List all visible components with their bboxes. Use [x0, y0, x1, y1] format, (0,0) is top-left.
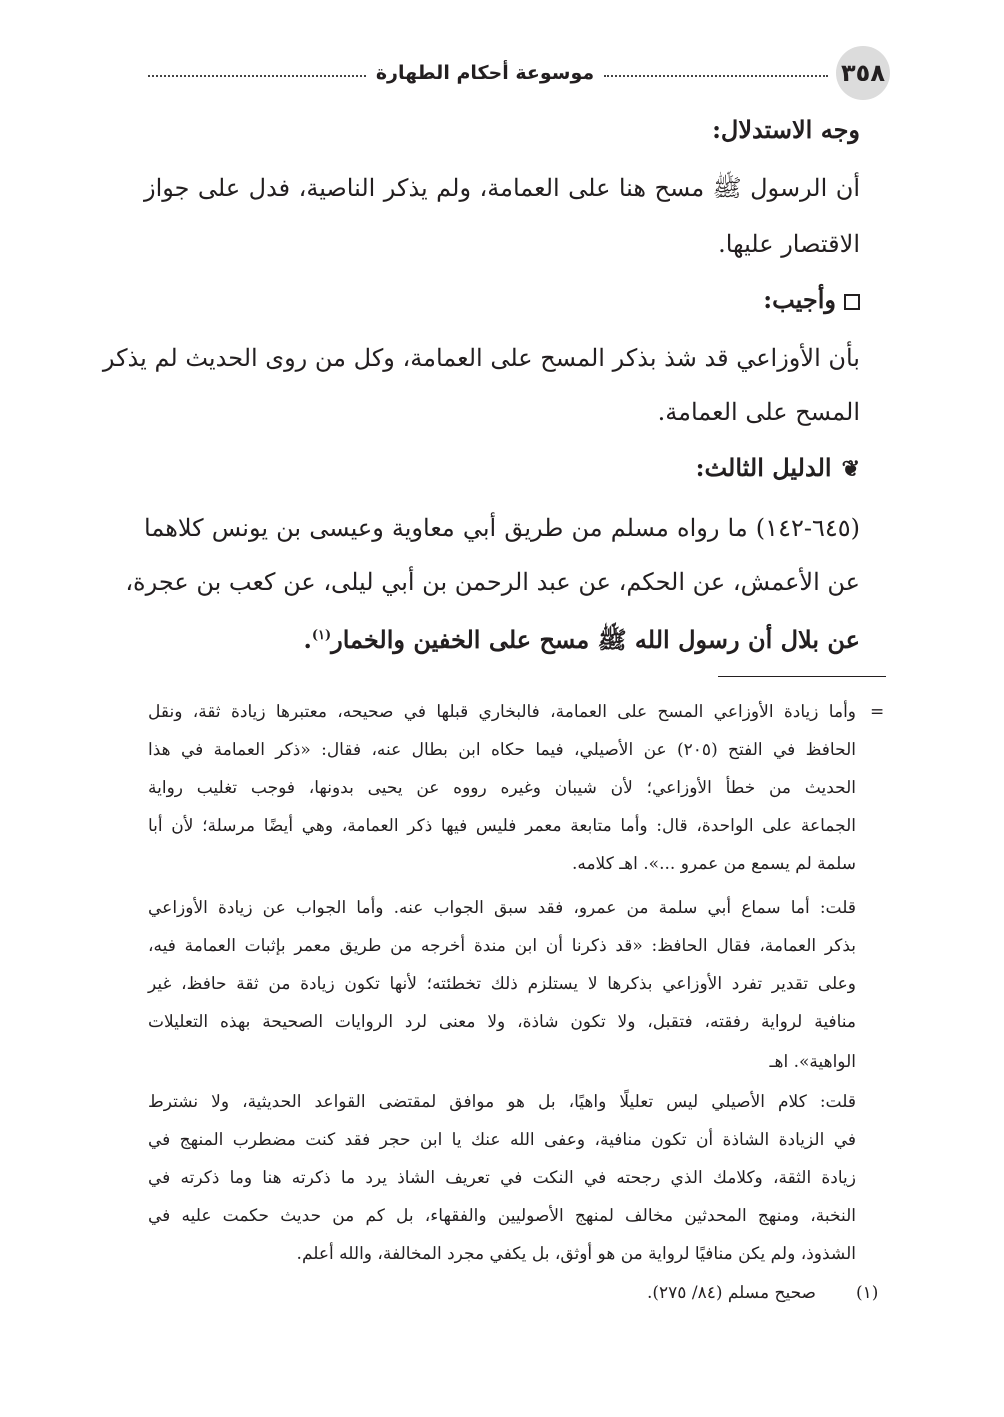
footnote-1-number: (١)	[856, 1283, 879, 1303]
footnote-line: سلمة لم يسمع من عمرو ...». اهـ كلامه.	[571, 854, 856, 874]
section-heading-istidlal: وجه الاستدلال:	[712, 115, 860, 144]
subheading-third-evidence-label: الدليل الثالث:	[695, 453, 832, 482]
footnote-1-text: صحيح مسلم (٨٤/ ٢٧٥).	[646, 1283, 816, 1303]
body-line-6: المسح على العمامة.	[657, 398, 860, 426]
page-number: ٣٥٨	[836, 46, 890, 100]
body-line-5: بأن الأوزاعي قد شذ بذكر المسح على العمامة، وكل من روى الحديث لم يذكر	[102, 344, 860, 372]
hadith-end-punct: .	[303, 625, 312, 654]
header-dots-left	[148, 75, 366, 77]
body-line-9: عن الأعمش، عن الحكم، عن عبد الرحمن بن أبي ليلى، عن كعب بن عجرة،	[125, 568, 860, 596]
subheading-ujib	[763, 280, 860, 320]
footnote-line: الشذوذ، ولم يكن منافيًا لرواية من هو أوثق، بل يكفي مجرد المخالفة، والله أعلم.	[296, 1244, 856, 1264]
footnote-ref-1: (١)	[311, 628, 332, 643]
header-dots-right	[604, 75, 828, 77]
footnote-line: النخبة، ومنهج المحدثين مخالف لمنهج الأصوليين والفقهاء، بل كم من حديث حكمت عليه في	[148, 1206, 856, 1226]
body-line-3: الاقتصار عليها.	[718, 230, 860, 258]
running-title: موسوعة أحكام الطهارة	[375, 62, 595, 84]
square-checkbox-icon	[844, 294, 860, 310]
footnote-line: بذكر العمامة، فقال الحافظ: «قد ذكرنا أن ابن مندة أخرجه من طريق معمر بإثبات العمامة فيه،	[148, 936, 856, 956]
footnote-line: منافية لرواية رفقته، فتقبل، ولا تكون شاذة، ولا معنى لرد الروايات الصحيحة بهذه التعليلات	[148, 1012, 856, 1032]
subheading-ujib-label: وأجيب:	[763, 285, 836, 314]
subheading-third-evidence	[696, 448, 860, 488]
hadith-text-line	[304, 616, 861, 656]
footnote-line: وأما زيادة الأوزاعي المسح على العمامة، فالبخاري قبلها في صحيحه، معتبرها زيادة ثقة، ونقل	[148, 702, 856, 722]
footnote-line: في الزيادة الشاذة أن تكون منافية، وعفى الله عنك يا ابن حجر فقد كنت مضطرب المنهج في	[148, 1130, 856, 1150]
footnote-line: قلت: كلام الأصيلي ليس تعليلًا واهيًا، بل هو موافق لمقتضى القواعد الحديثية، ولا نشترط	[148, 1092, 856, 1112]
footnote-line: الحافظ في الفتح (٢٠٥) عن الأصيلي، فيما حكاه ابن بطال عنه، فقال: «ذكر العمامة في هذا	[148, 740, 856, 760]
footnote-line: الحديث من خطأ الأوزاعي؛ لأن شيبان وغيره رووه عن يحيى بدونها، فوجب تغليب رواية	[148, 778, 856, 798]
footnote-line: الواهية». اهـ	[769, 1052, 856, 1072]
footnote-line: زيادة الثقة، وكلامك الذي رجحته في النكت في تعريف الشاذ يرد ما ذكرته هنا وما ذكرته في	[148, 1168, 856, 1188]
leaf-ornament-icon: ❦	[841, 456, 860, 482]
body-line-2: أن الرسول ﷺ مسح هنا على العمامة، ولم يذكر الناصية، فدل على جواز	[144, 174, 860, 202]
footnote-line: وعلى تقدير تفرد الأوزاعي بذكرها لا يستلزم ذلك تخطئته؛ لأنها تكون زيادة من ثقة حافظ، غير	[148, 974, 856, 994]
hadith-text: عن بلال أن رسول الله ﷺ مسح على الخفين والخمار	[331, 625, 860, 654]
footnote-continuation-mark: =	[870, 702, 885, 722]
footnote-line: قلت: أما سماع أبي سلمة من عمرو، فقد سبق الجواب عنه. وأما الجواب عن زيادة الأوزاعي	[148, 898, 856, 918]
footnote-separator	[718, 676, 886, 677]
footnote-line: الجماعة على الواحدة، قال: وأما متابعة معمر فليس فيها ذكر العمامة، وهي أيضًا مرسلة؛ لأن أبا	[148, 816, 856, 836]
body-line-8: (٦٤٥-١٤٢) ما رواه مسلم من طريق أبي معاوية وعيسى بن يونس كلاهما	[144, 514, 860, 542]
